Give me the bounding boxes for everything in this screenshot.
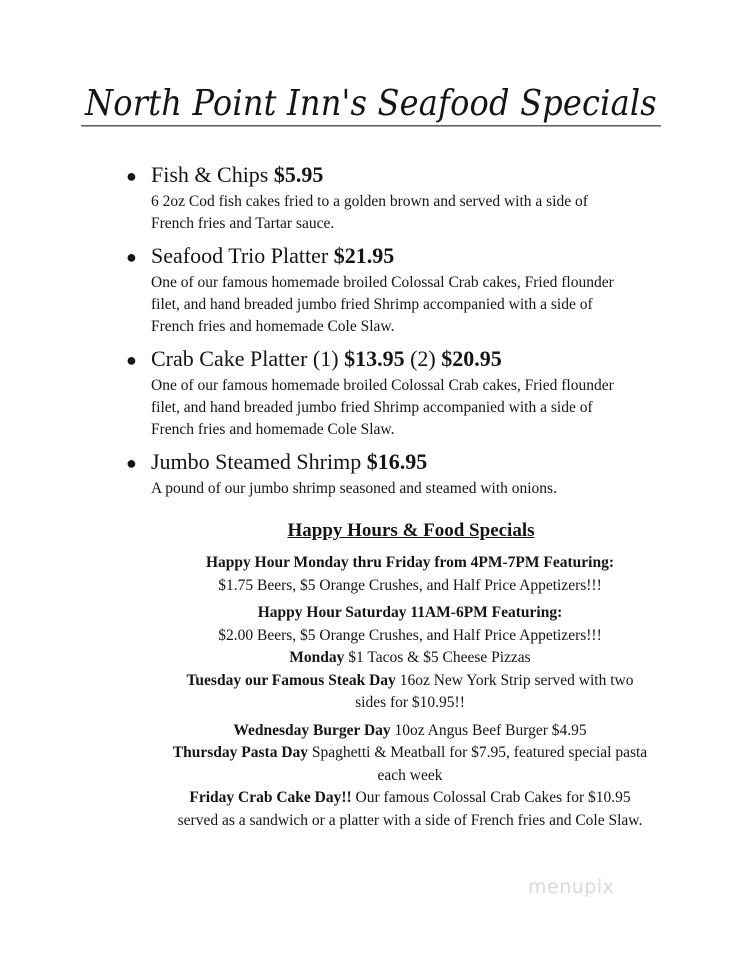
item-price: $13.95 <box>344 346 405 371</box>
item-description <box>151 375 686 441</box>
friday-special-cont: served as a sandwich or a platter with a side of French fries and Cole Slaw. <box>177 811 643 829</box>
thursday-special-cont: each week <box>377 766 443 784</box>
day-text: Spaghetti & Meatball for $7.95, featured special pasta <box>308 744 648 761</box>
day-label: Monday <box>289 649 345 666</box>
menu-item <box>126 447 686 500</box>
item-price: $21.95 <box>333 243 395 268</box>
happy-hours-header <box>0 518 742 544</box>
description-line: filet, and hand breaded jumbo fried Shrimp accompanied with a side of <box>151 399 593 416</box>
description-line: One of our famous homemade broiled Colossal Crab cakes, Fried flounder <box>151 274 614 291</box>
description-line: A pound of our jumbo shrimp seasoned and steamed with onions. <box>151 480 557 497</box>
item-price: $20.95 <box>441 346 502 371</box>
happy-hours-list <box>120 552 700 832</box>
day-text: 16oz New York Strip served with two <box>395 671 634 689</box>
menu-item <box>126 344 686 441</box>
option-label: (2) <box>410 346 436 371</box>
seafood-specials-list <box>126 160 686 506</box>
wednesday-special <box>120 720 700 743</box>
menu-item <box>126 241 686 338</box>
option-label: (1) <box>312 346 339 371</box>
bullet-icon: ● <box>126 247 137 267</box>
menu-item <box>126 160 686 235</box>
description-line: French fries and homemade Cole Slaw. <box>151 318 395 335</box>
weekday-happy-hour-text: $1.75 Beers, $5 Orange Crushes, and Half Price Appetizers!!! <box>218 576 602 594</box>
day-label: Tuesday our Famous Steak Day <box>186 671 396 689</box>
saturday-happy-hour-text: $2.00 Beers, $5 Orange Crushes, and Half Price Appetizers!!! <box>218 626 602 644</box>
bullet-icon: ● <box>126 350 137 370</box>
saturday-happy-hour-heading: Happy Hour Saturday 11AM-6PM Featuring: <box>257 604 563 621</box>
day-label: Wednesday Burger Day <box>233 721 391 739</box>
item-price: $5.95 <box>273 162 324 187</box>
monday-special <box>120 647 700 670</box>
description-line: 6 2oz Cod fish cakes fried to a golden brown and served with a side of <box>151 193 588 210</box>
friday-special <box>120 787 700 810</box>
item-name: Crab Cake Platter <box>151 346 308 371</box>
item-name: Fish & Chips <box>151 162 269 187</box>
description-line: filet, and hand breaded jumbo fried Shrimp accompanied with a side of <box>151 296 593 313</box>
day-text: $1 Tacos & $5 Cheese Pizzas <box>344 649 531 666</box>
thursday-special <box>120 742 700 765</box>
bullet-icon: ● <box>126 166 137 186</box>
day-text: 10oz Angus Beef Burger $4.95 <box>390 721 587 739</box>
menupix-watermark: menupix <box>528 876 615 898</box>
item-price: $16.95 <box>366 449 428 474</box>
description-line: French fries and homemade Cole Slaw. <box>151 421 395 438</box>
section-title: Happy Hours & Food Specials <box>287 520 535 541</box>
item-description <box>151 191 686 235</box>
bullet-icon: ● <box>126 453 137 473</box>
description-line: French fries and Tartar sauce. <box>151 215 335 232</box>
item-description <box>151 272 686 338</box>
day-label: Friday Crab Cake Day!! <box>189 789 352 806</box>
tuesday-special-cont: sides for $10.95!! <box>355 694 465 711</box>
menu-title-block <box>0 81 742 125</box>
day-label: Thursday Pasta Day <box>172 744 309 761</box>
description-line: One of our famous homemade broiled Colossal Crab cakes, Fried flounder <box>151 377 614 394</box>
item-name: Jumbo Steamed Shrimp <box>151 449 362 474</box>
item-description <box>151 478 686 500</box>
day-text: Our famous Colossal Crab Cakes for $10.95 <box>351 789 631 806</box>
weekday-happy-hour-heading: Happy Hour Monday thru Friday from 4PM-7PM Featuring: <box>205 554 614 571</box>
tuesday-special <box>120 670 700 693</box>
menu-title: North Point Inn's Seafood Specials <box>81 82 661 127</box>
item-name: Seafood Trio Platter <box>151 243 329 268</box>
